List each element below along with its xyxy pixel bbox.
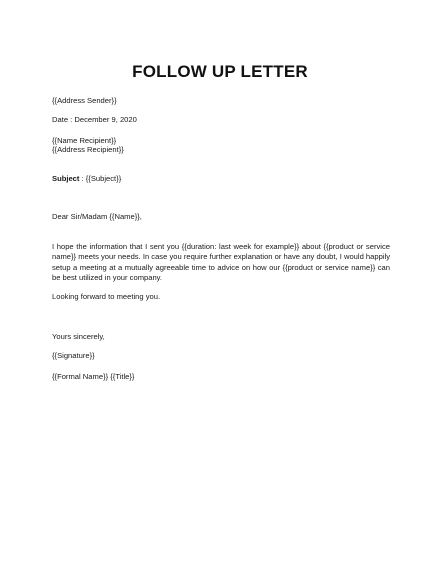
address-recipient: {{Address Recipient}} <box>52 145 124 154</box>
subject-label: Subject <box>52 174 80 183</box>
salutation: Dear Sir/Madam {{Name}}, <box>52 212 142 221</box>
signature: {{Signature}} <box>52 351 95 360</box>
name-recipient: {{Name Recipient}} <box>52 136 117 145</box>
valediction: Yours sincerely, <box>52 332 105 341</box>
address-sender: {{Address Sender}} <box>52 96 117 105</box>
closing-paragraph: Looking forward to meeting you. <box>52 292 161 301</box>
date-line: Date : December 9, 2020 <box>52 115 137 124</box>
subject-value: : {{Subject}} <box>79 174 122 183</box>
subject-line <box>52 174 121 184</box>
formal-name-title: {{Formal Name}} {{Title}} <box>52 372 135 381</box>
body-paragraph: I hope the information that I sent you {{duration: last week for example}} about {{product or service name}} meets your needs. In case you require further explanation or have any doubt, I would happily setup a meeting at a mutually agreeable time to advice on how our {{product or service name}} can be best utilized in your company. <box>52 242 390 283</box>
letter-title: FOLLOW UP LETTER <box>132 62 308 81</box>
